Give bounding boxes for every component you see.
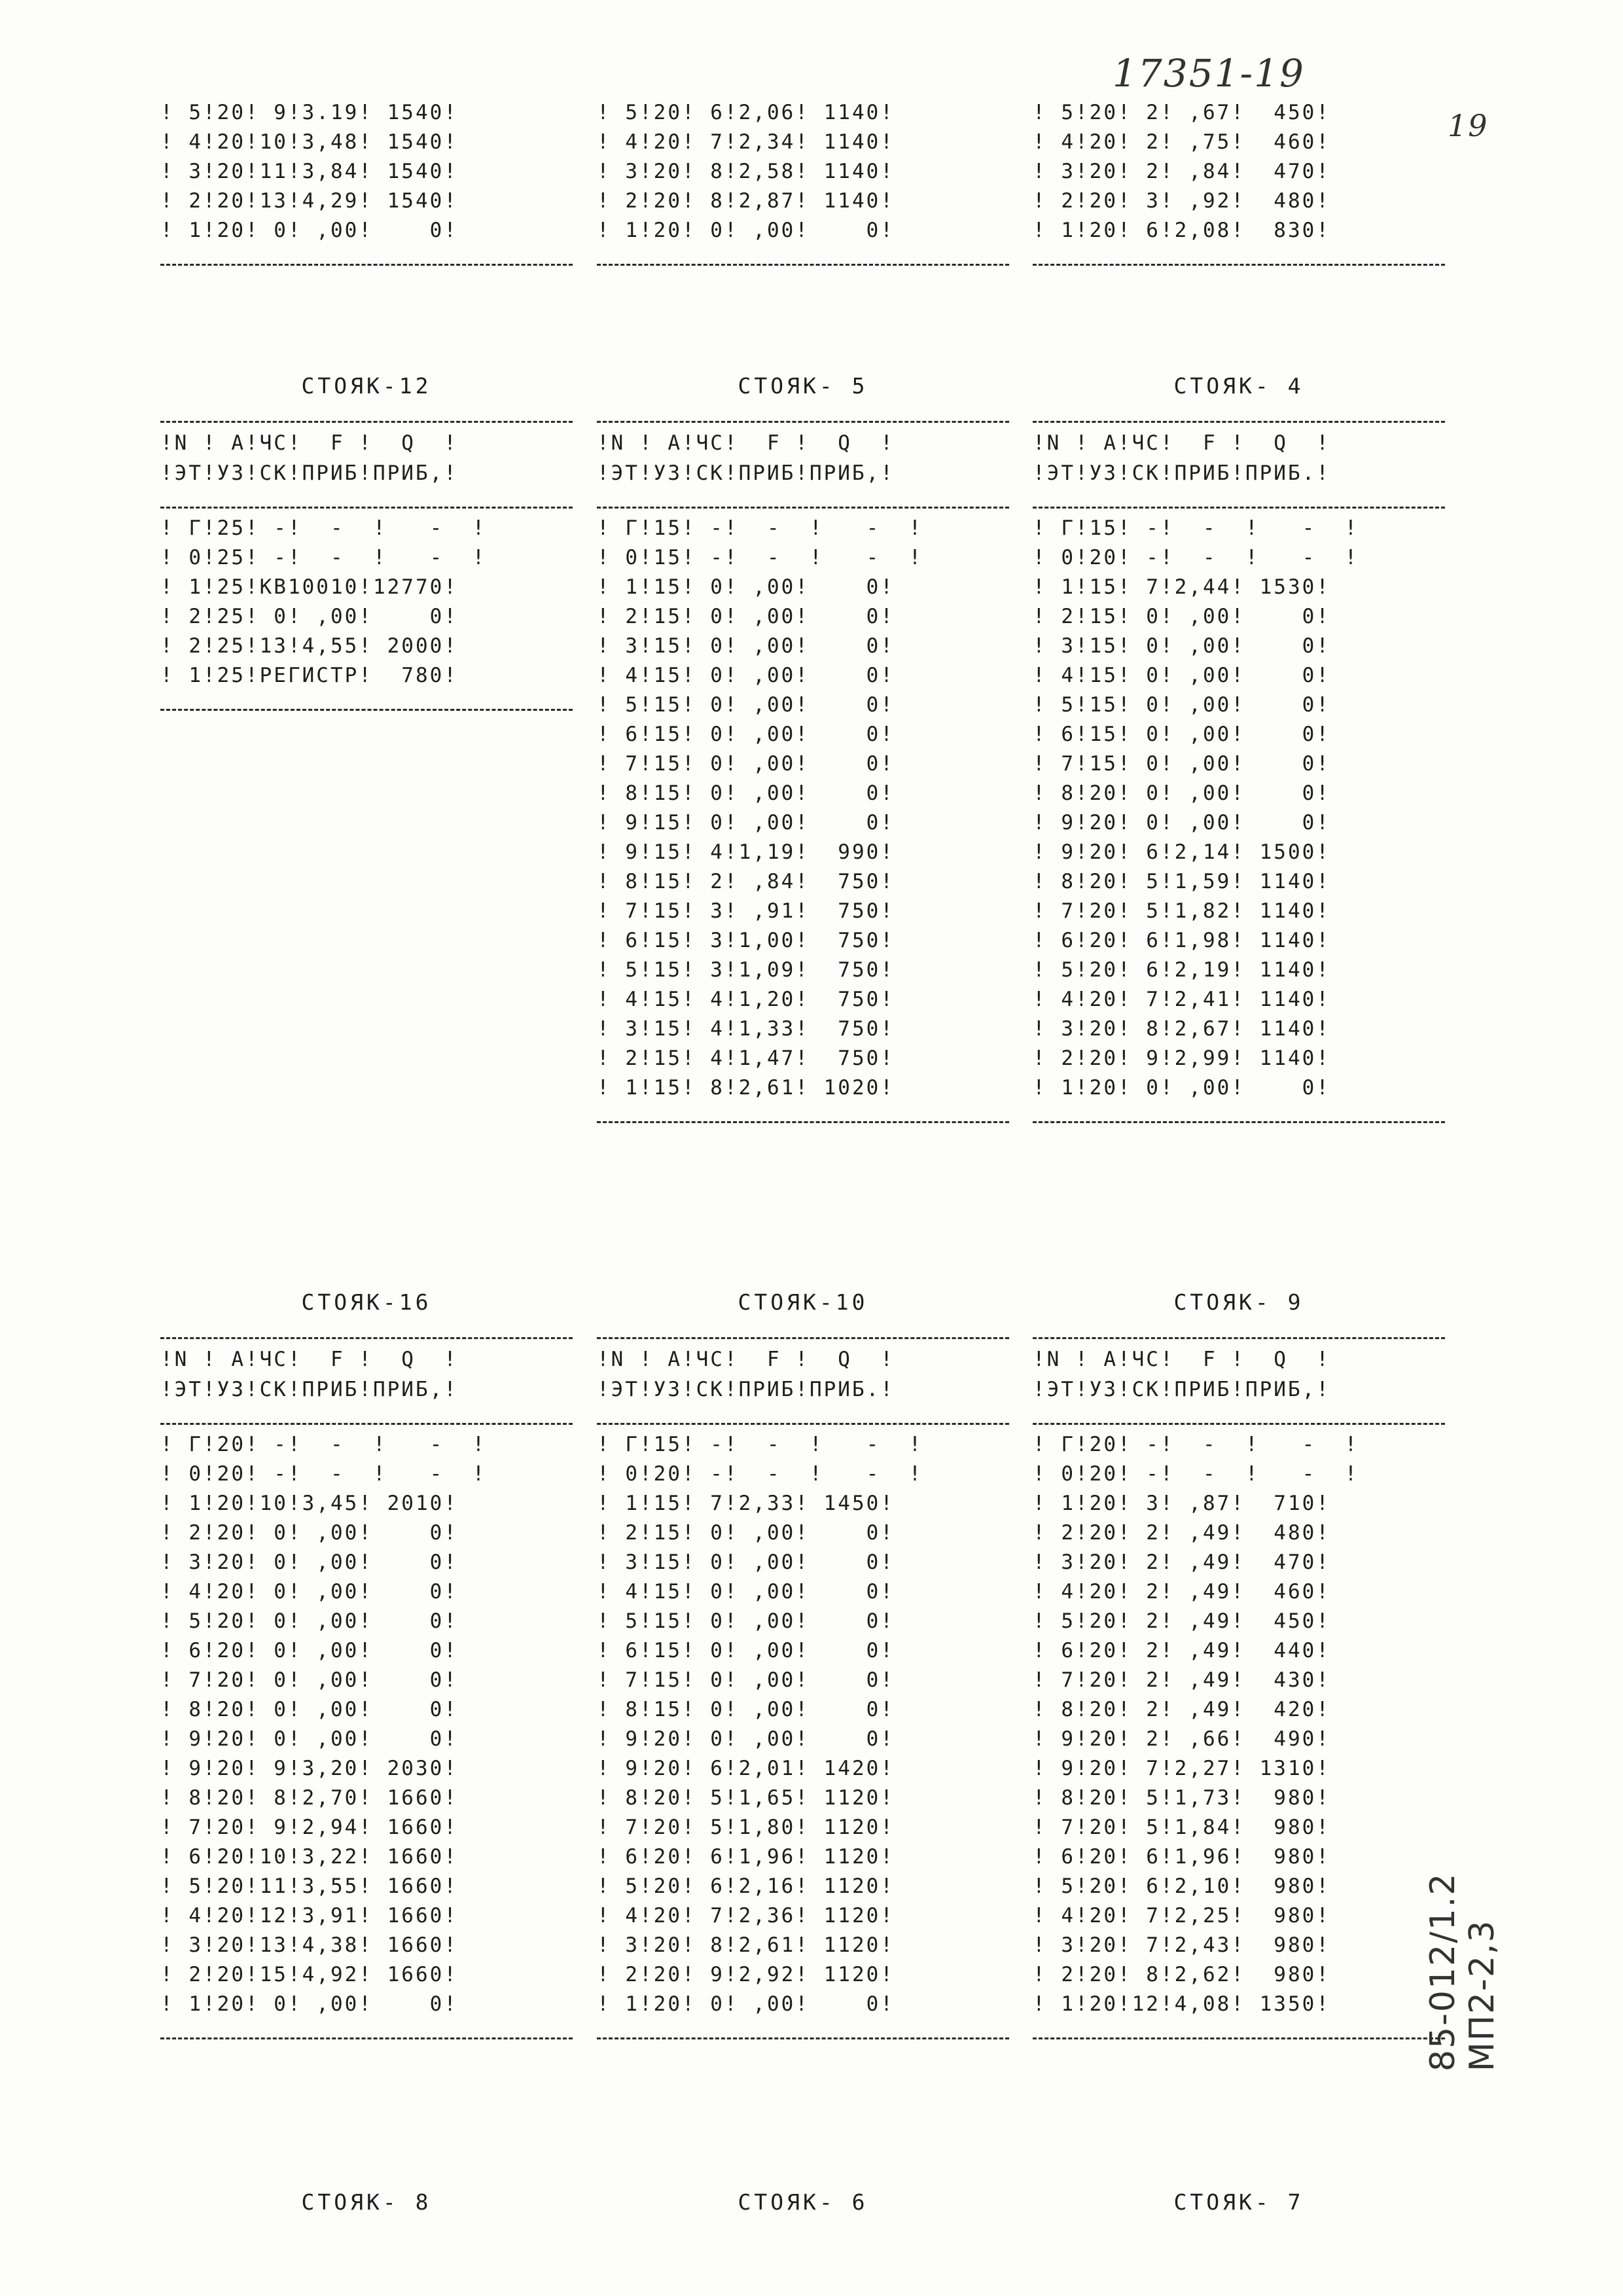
table-row: ! Г!15! -! - ! - ! <box>597 1433 923 1456</box>
table-row: ! 2!20! 9!2,99! 1140! <box>1033 1047 1330 1070</box>
table-row: ! 8!20! 5!1,73! 980! <box>1033 1786 1330 1810</box>
table-row: ! 3!20! 8!2,58! 1140! <box>597 160 895 183</box>
table-row: ! 2!15! 0! ,00! 0! <box>597 1521 895 1545</box>
table-row: ! 8!15! 0! ,00! 0! <box>597 781 895 805</box>
table-row: ! 1!20! 0! ,00! 0! <box>597 1992 895 2016</box>
table-row: ! 2!20!15!4,92! 1660! <box>160 1963 458 1986</box>
table-title: СТОЯК-16 <box>301 1289 432 1315</box>
table-row: ! 4!15! 0! ,00! 0! <box>597 1580 895 1604</box>
table-row: ! 1!25!РЕГИСТР! 780! <box>160 664 458 687</box>
table-row: ! 3!15! 0! ,00! 0! <box>1033 634 1330 658</box>
table-row: ! 1!20! 6!2,08! 830! <box>1033 219 1330 242</box>
table-row: ! 4!20! 0! ,00! 0! <box>160 1580 458 1604</box>
table-title: СТОЯК- 9 <box>1173 1289 1304 1315</box>
table-row: ! 5!20! 0! ,00! 0! <box>160 1609 458 1633</box>
table-row: ! Г!25! -! - ! - ! <box>160 516 487 540</box>
table-bottom-rule <box>160 691 573 711</box>
table-bottom-rule <box>597 1103 1009 1123</box>
table-row: ! 3!15! 0! ,00! 0! <box>597 1551 895 1574</box>
table-row: ! 3!20! 8!2,61! 1120! <box>597 1933 895 1957</box>
table-row: ! 9!20! 0! ,00! 0! <box>160 1727 458 1751</box>
table-row: ! 2!15! 0! ,00! 0! <box>1033 605 1330 628</box>
table-header-rule <box>1033 488 1445 509</box>
table-header-row: !N ! А!ЧС! F ! Q ! <box>160 1348 458 1371</box>
table-header <box>597 1344 1009 1405</box>
table-row: ! 5!15! 0! ,00! 0! <box>597 1609 895 1633</box>
table-top-rule <box>1033 403 1445 423</box>
table-row: ! 8!15! 2! ,84! 750! <box>597 870 895 893</box>
table-top-rule <box>160 1319 573 1339</box>
table-row: ! 5!20!11!3,55! 1660! <box>160 1874 458 1898</box>
table-row: ! 3!20! 0! ,00! 0! <box>160 1551 458 1574</box>
table-header-row: !N ! А!ЧС! F ! Q ! <box>597 431 895 455</box>
table-row: ! 5!15! 0! ,00! 0! <box>1033 693 1330 717</box>
table-bottom-rule <box>1033 2019 1445 2039</box>
table-row: ! 0!20! -! - ! - ! <box>1033 1462 1359 1486</box>
table-title: СТОЯК- 5 <box>738 373 868 399</box>
table-row: ! 8!20! 8!2,70! 1660! <box>160 1786 458 1810</box>
table-row: ! 3!15! 0! ,00! 0! <box>597 634 895 658</box>
table-row: ! 3!20! 8!2,67! 1140! <box>1033 1017 1330 1041</box>
table-row: ! 1!15! 8!2,61! 1020! <box>597 1076 895 1100</box>
footer-title-stoyak-6: СТОЯК- 6 <box>738 2189 868 2215</box>
table-row: ! 5!15! 0! ,00! 0! <box>597 693 895 717</box>
table-row: ! 1!20! 3! ,87! 710! <box>1033 1492 1330 1515</box>
table-column-2 <box>597 98 1009 271</box>
table-header-rule <box>597 488 1009 509</box>
table-row: ! Г!20! -! - ! - ! <box>160 1433 487 1456</box>
table-row: ! 8!20! 0! ,00! 0! <box>160 1698 458 1721</box>
table-row: ! 9!20! 6!2,01! 1420! <box>597 1757 895 1780</box>
table-header <box>597 428 1009 488</box>
table-row: ! 6!20! 6!1,96! 1120! <box>597 1845 895 1869</box>
table-row: ! 7!20! 0! ,00! 0! <box>160 1668 458 1692</box>
table-row: ! 4!20! 7!2,36! 1120! <box>597 1904 895 1928</box>
table-row: ! 6!15! 3!1,00! 750! <box>597 929 895 952</box>
table-row: ! 7!20! 5!1,80! 1120! <box>597 1816 895 1839</box>
table-row: ! 8!20! 0! ,00! 0! <box>1033 781 1330 805</box>
table-row: ! 2!20! 3! ,92! 480! <box>1033 189 1330 213</box>
footer-title-stoyak-7: СТОЯК- 7 <box>1173 2189 1304 2215</box>
table-row: ! 8!20! 5!1,59! 1140! <box>1033 870 1330 893</box>
table-row: ! 7!20! 5!1,82! 1140! <box>1033 899 1330 923</box>
table-row: ! 4!20! 7!2,41! 1140! <box>1033 988 1330 1011</box>
table-row: ! 1!25!КВ10010!12770! <box>160 575 458 599</box>
table-bottom-rule <box>597 2019 1009 2039</box>
table-row: ! 7!15! 3! ,91! 750! <box>597 899 895 923</box>
table-row: ! 0!20! -! - ! - ! <box>1033 546 1359 569</box>
table-header-row: !ЭТ!УЗ!СК!ПРИБ!ПРИБ,! <box>160 461 458 485</box>
table-row: ! Г!15! -! - ! - ! <box>597 516 923 540</box>
table-header <box>160 1344 573 1405</box>
handwritten-document-number: 17351-19 <box>1113 51 1305 96</box>
table-row: ! 1!20!12!4,08! 1350! <box>1033 1992 1330 2016</box>
table-stoyak-9 <box>1033 1286 1445 2045</box>
table-header-row: !ЭТ!УЗ!СК!ПРИБ!ПРИБ.! <box>1033 461 1330 485</box>
table-row: ! 4!15! 0! ,00! 0! <box>1033 664 1330 687</box>
table-row: ! 6!15! 0! ,00! 0! <box>597 1639 895 1662</box>
table-bottom-rule <box>1033 1103 1445 1123</box>
table-row: ! 9!20! 6!2,14! 1500! <box>1033 840 1330 864</box>
table-row: ! 2!25! 0! ,00! 0! <box>160 605 458 628</box>
table-top-rule <box>1033 1319 1445 1339</box>
table-row: ! 7!15! 0! ,00! 0! <box>597 1668 895 1692</box>
table-row: ! 1!15! 7!2,33! 1450! <box>597 1492 895 1515</box>
table-row: ! 8!15! 0! ,00! 0! <box>597 1698 895 1721</box>
table-row: ! 9!20! 0! ,00! 0! <box>597 1727 895 1751</box>
table-header-row: !N ! А!ЧС! F ! Q ! <box>597 1348 895 1371</box>
table-row: ! 5!20! 6!2,10! 980! <box>1033 1874 1330 1898</box>
table-row: ! 0!15! -! - ! - ! <box>597 546 923 569</box>
table-row: ! 7!20! 9!2,94! 1660! <box>160 1816 458 1839</box>
table-row: ! 3!20!11!3,84! 1540! <box>160 160 458 183</box>
table-row: ! 1!20! 0! ,00! 0! <box>160 219 458 242</box>
table-row: ! 9!15! 4!1,19! 990! <box>597 840 895 864</box>
table-row: ! 9!20! 0! ,00! 0! <box>1033 811 1330 834</box>
table-column-1 <box>160 98 573 271</box>
handwritten-page-number: 19 <box>1448 108 1489 143</box>
table-header-rule <box>1033 1405 1445 1425</box>
table-header-row: !N ! А!ЧС! F ! Q ! <box>160 431 458 455</box>
table-row: ! 3!20! 2! ,49! 470! <box>1033 1551 1330 1574</box>
table-row: ! 9!15! 0! ,00! 0! <box>597 811 895 834</box>
table-row: ! 5!20! 2! ,49! 450! <box>1033 1609 1330 1633</box>
table-title: СТОЯК- 4 <box>1173 373 1304 399</box>
table-stoyak-4 <box>1033 370 1445 1128</box>
table-header-rule <box>160 1405 573 1425</box>
table-row: ! 7!15! 0! ,00! 0! <box>597 752 895 776</box>
table-row: ! 2!25!13!4,55! 2000! <box>160 634 458 658</box>
table-row: ! 4!20! 2! ,49! 460! <box>1033 1580 1330 1604</box>
table-top-rule <box>597 403 1009 423</box>
table-row: ! 3!20!13!4,38! 1660! <box>160 1933 458 1957</box>
table-row: ! 0!20! -! - ! - ! <box>597 1462 923 1486</box>
table-row: ! 6!20! 6!1,98! 1140! <box>1033 929 1330 952</box>
table-header <box>1033 428 1445 488</box>
table-header <box>160 428 573 488</box>
table-row: ! Г!20! -! - ! - ! <box>1033 1433 1359 1456</box>
table-row: ! 8!20! 5!1,65! 1120! <box>597 1786 895 1810</box>
table-header-row: !ЭТ!УЗ!СК!ПРИБ!ПРИБ.! <box>597 1378 895 1401</box>
table-row: ! 1!15! 7!2,44! 1530! <box>1033 575 1330 599</box>
side-stamp-code: 85-012/1.2 МП2-2,3 <box>1423 1872 1502 2072</box>
table-row: ! 6!20! 0! ,00! 0! <box>160 1639 458 1662</box>
table-bottom-rule <box>160 2019 573 2039</box>
table-row: ! 4!20!10!3,48! 1540! <box>160 130 458 154</box>
table-header <box>1033 1344 1445 1405</box>
table-row: ! 6!20! 2! ,49! 440! <box>1033 1639 1330 1662</box>
table-row: ! 7!15! 0! ,00! 0! <box>1033 752 1330 776</box>
table-row: ! 2!15! 0! ,00! 0! <box>597 605 895 628</box>
table-row: ! 2!20! 2! ,49! 480! <box>1033 1521 1330 1545</box>
table-header-row: !ЭТ!УЗ!СК!ПРИБ!ПРИБ,! <box>160 1378 458 1401</box>
table-header-rule <box>597 1405 1009 1425</box>
table-row: ! 5!20! 9!3.19! 1540! <box>160 101 458 124</box>
table-row: ! 0!25! -! - ! - ! <box>160 546 487 569</box>
table-header-row: !ЭТ!УЗ!СК!ПРИБ!ПРИБ,! <box>1033 1378 1330 1401</box>
table-row: ! Г!15! -! - ! - ! <box>1033 516 1359 540</box>
table-row: ! 4!20! 2! ,75! 460! <box>1033 130 1330 154</box>
table-bottom-rule <box>1033 245 1445 266</box>
table-title: СТОЯК-10 <box>738 1289 868 1315</box>
table-row: ! 3!15! 4!1,33! 750! <box>597 1017 895 1041</box>
table-header-row: !N ! А!ЧС! F ! Q ! <box>1033 431 1330 455</box>
table-row: ! 4!15! 4!1,20! 750! <box>597 988 895 1011</box>
table-row: ! 2!20! 9!2,92! 1120! <box>597 1963 895 1986</box>
table-stoyak-16 <box>160 1286 573 2045</box>
table-row: ! 2!20!13!4,29! 1540! <box>160 189 458 213</box>
table-row: ! 9!20! 2! ,66! 490! <box>1033 1727 1330 1751</box>
table-row: ! 1!20!10!3,45! 2010! <box>160 1492 458 1515</box>
table-row: ! 3!20! 2! ,84! 470! <box>1033 160 1330 183</box>
table-row: ! 5!20! 6!2,16! 1120! <box>597 1874 895 1898</box>
table-row: ! 6!20!10!3,22! 1660! <box>160 1845 458 1869</box>
table-column-3 <box>1033 98 1445 271</box>
table-header-row: !N ! А!ЧС! F ! Q ! <box>1033 1348 1330 1371</box>
table-row: ! 2!20! 8!2,62! 980! <box>1033 1963 1330 1986</box>
table-bottom-rule <box>160 245 573 266</box>
table-row: ! 7!20! 5!1,84! 980! <box>1033 1816 1330 1839</box>
table-header-row: !ЭТ!УЗ!СК!ПРИБ!ПРИБ,! <box>597 461 895 485</box>
table-row: ! 8!20! 2! ,49! 420! <box>1033 1698 1330 1721</box>
table-row: ! 9!20! 7!2,27! 1310! <box>1033 1757 1330 1780</box>
table-bottom-rule <box>597 245 1009 266</box>
table-row: ! 2!20! 8!2,87! 1140! <box>597 189 895 213</box>
table-row: ! 6!15! 0! ,00! 0! <box>1033 723 1330 746</box>
table-row: ! 5!20! 6!2,06! 1140! <box>597 101 895 124</box>
table-row: ! 4!20! 7!2,25! 980! <box>1033 1904 1330 1928</box>
table-top-rule <box>160 403 573 423</box>
table-row: ! 1!20! 0! ,00! 0! <box>1033 1076 1330 1100</box>
table-stoyak-12 <box>160 370 573 716</box>
table-row: ! 2!15! 4!1,47! 750! <box>597 1047 895 1070</box>
table-stoyak-5 <box>597 370 1009 1128</box>
table-row: ! 7!20! 2! ,49! 430! <box>1033 1668 1330 1692</box>
table-row: ! 5!15! 3!1,09! 750! <box>597 958 895 982</box>
table-row: ! 6!15! 0! ,00! 0! <box>597 723 895 746</box>
table-header-rule <box>160 488 573 509</box>
table-row: ! 1!20! 0! ,00! 0! <box>597 219 895 242</box>
table-row: ! 4!20!12!3,91! 1660! <box>160 1904 458 1928</box>
table-row: ! 5!20! 2! ,67! 450! <box>1033 101 1330 124</box>
footer-title-stoyak-8: СТОЯК- 8 <box>301 2189 432 2215</box>
table-stoyak-10 <box>597 1286 1009 2045</box>
table-row: ! 1!15! 0! ,00! 0! <box>597 575 895 599</box>
table-row: ! 1!20! 0! ,00! 0! <box>160 1992 458 2016</box>
table-title: СТОЯК-12 <box>301 373 432 399</box>
table-row: ! 5!20! 6!2,19! 1140! <box>1033 958 1330 982</box>
table-row: ! 2!20! 0! ,00! 0! <box>160 1521 458 1545</box>
table-row: ! 4!15! 0! ,00! 0! <box>597 664 895 687</box>
table-row: ! 6!20! 6!1,96! 980! <box>1033 1845 1330 1869</box>
table-row: ! 0!20! -! - ! - ! <box>160 1462 487 1486</box>
table-row: ! 3!20! 7!2,43! 980! <box>1033 1933 1330 1957</box>
table-row: ! 4!20! 7!2,34! 1140! <box>597 130 895 154</box>
table-top-rule <box>597 1319 1009 1339</box>
table-row: ! 9!20! 9!3,20! 2030! <box>160 1757 458 1780</box>
